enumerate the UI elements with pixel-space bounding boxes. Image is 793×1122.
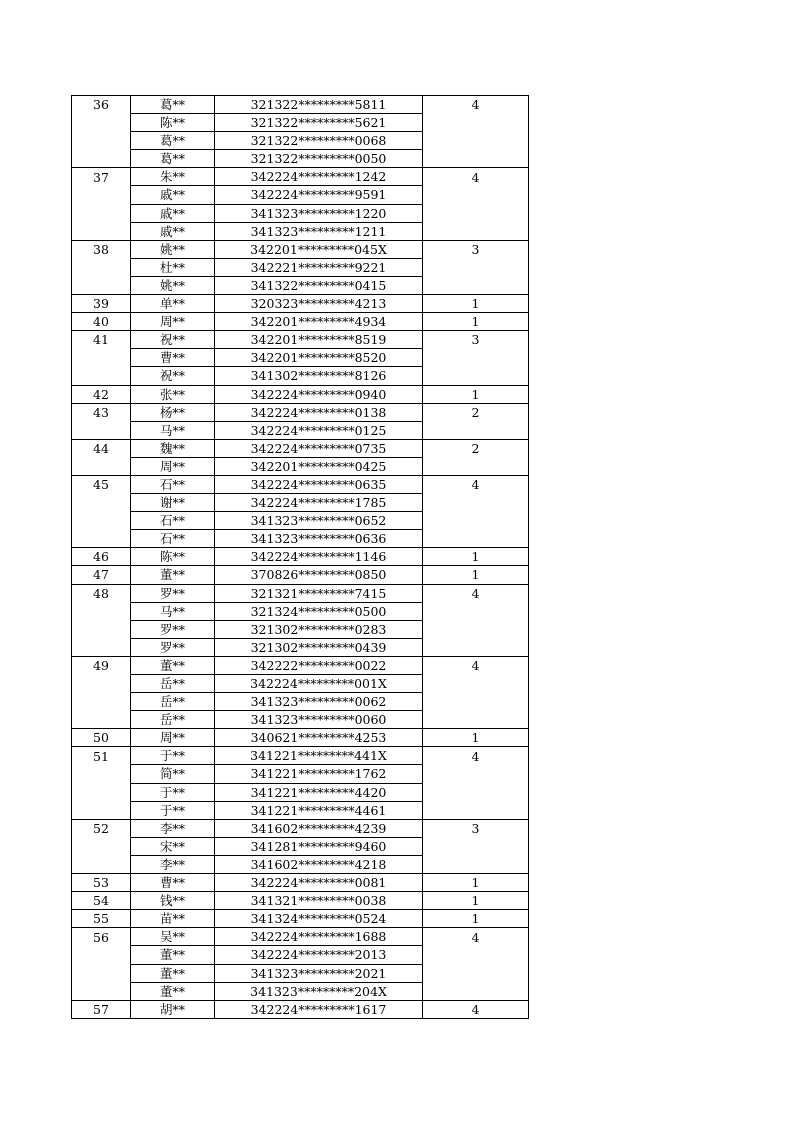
count-cell	[423, 512, 529, 530]
table-row	[72, 783, 529, 801]
table-row	[72, 892, 529, 910]
id-number-cell: 342224*********0735	[215, 439, 423, 457]
count-cell: 4	[423, 656, 529, 674]
count-cell: 2	[423, 403, 529, 421]
table-row	[72, 982, 529, 1000]
id-number-cell: 341221*********4420	[215, 783, 423, 801]
name-cell: 岳**	[131, 675, 215, 693]
name-cell: 钱**	[131, 892, 215, 910]
name-cell: 苗**	[131, 910, 215, 928]
name-cell: 罗**	[131, 620, 215, 638]
name-cell: 葛**	[131, 150, 215, 168]
row-number-cell: 37	[72, 168, 131, 186]
id-number-cell: 342224*********1146	[215, 548, 423, 566]
id-number-cell: 342224*********9591	[215, 186, 423, 204]
row-number-cell	[72, 693, 131, 711]
name-cell: 岳**	[131, 693, 215, 711]
row-number-cell	[72, 258, 131, 276]
name-cell: 石**	[131, 512, 215, 530]
id-number-cell: 341281*********9460	[215, 837, 423, 855]
row-number-cell: 51	[72, 747, 131, 765]
id-number-cell: 342224*********1617	[215, 1000, 423, 1018]
table-row	[72, 457, 529, 475]
id-number-cell: 341323*********2021	[215, 964, 423, 982]
table-row	[72, 801, 529, 819]
row-number-cell	[72, 457, 131, 475]
table-row	[72, 204, 529, 222]
count-cell: 1	[423, 910, 529, 928]
row-number-cell	[72, 837, 131, 855]
count-cell	[423, 638, 529, 656]
row-number-cell: 54	[72, 892, 131, 910]
name-cell: 石**	[131, 530, 215, 548]
row-number-cell: 43	[72, 403, 131, 421]
table-row	[72, 276, 529, 294]
table-row	[72, 964, 529, 982]
table-row	[72, 367, 529, 385]
table-row	[72, 475, 529, 493]
name-cell: 胡**	[131, 1000, 215, 1018]
name-cell: 曹**	[131, 874, 215, 892]
id-number-cell: 321302*********0283	[215, 620, 423, 638]
id-number-cell: 342221*********9221	[215, 258, 423, 276]
table-row	[72, 96, 529, 114]
name-cell: 董**	[131, 982, 215, 1000]
id-number-cell: 321322*********5621	[215, 114, 423, 132]
count-cell: 4	[423, 1000, 529, 1018]
row-number-cell	[72, 964, 131, 982]
row-number-cell: 45	[72, 475, 131, 493]
name-cell: 马**	[131, 421, 215, 439]
row-number-cell	[72, 801, 131, 819]
table-row	[72, 602, 529, 620]
table-row	[72, 168, 529, 186]
count-cell	[423, 711, 529, 729]
count-cell	[423, 222, 529, 240]
table-row	[72, 765, 529, 783]
name-cell: 石**	[131, 475, 215, 493]
name-cell: 谢**	[131, 494, 215, 512]
table-row	[72, 855, 529, 873]
count-cell	[423, 367, 529, 385]
table-row	[72, 675, 529, 693]
row-number-cell: 52	[72, 819, 131, 837]
id-number-cell: 341323*********0062	[215, 693, 423, 711]
id-number-cell: 342201*********4934	[215, 313, 423, 331]
id-number-cell: 321302*********0439	[215, 638, 423, 656]
count-cell: 4	[423, 928, 529, 946]
row-number-cell	[72, 638, 131, 656]
name-cell: 杨**	[131, 403, 215, 421]
table-row	[72, 656, 529, 674]
row-number-cell	[72, 602, 131, 620]
count-cell	[423, 530, 529, 548]
name-cell: 李**	[131, 855, 215, 873]
id-number-cell: 342201*********8519	[215, 331, 423, 349]
id-number-cell: 341602*********4239	[215, 819, 423, 837]
id-number-cell: 342201*********0425	[215, 457, 423, 475]
table-row	[72, 729, 529, 747]
table-row	[72, 946, 529, 964]
id-number-cell: 341322*********0415	[215, 276, 423, 294]
row-number-cell	[72, 711, 131, 729]
name-cell: 戚**	[131, 186, 215, 204]
id-number-cell: 321321*********7415	[215, 584, 423, 602]
name-cell: 单**	[131, 295, 215, 313]
row-number-cell	[72, 132, 131, 150]
count-cell: 1	[423, 313, 529, 331]
table-row	[72, 439, 529, 457]
id-number-cell: 341323*********0636	[215, 530, 423, 548]
count-cell	[423, 964, 529, 982]
id-number-cell: 342224*********1785	[215, 494, 423, 512]
count-cell: 4	[423, 475, 529, 493]
name-cell: 杜**	[131, 258, 215, 276]
count-cell	[423, 204, 529, 222]
row-number-cell	[72, 620, 131, 638]
table-row	[72, 494, 529, 512]
name-cell: 马**	[131, 602, 215, 620]
name-cell: 葛**	[131, 132, 215, 150]
table-row	[72, 295, 529, 313]
count-cell	[423, 602, 529, 620]
table-row	[72, 186, 529, 204]
table-row	[72, 313, 529, 331]
name-cell: 朱**	[131, 168, 215, 186]
count-cell	[423, 675, 529, 693]
id-number-cell: 321322*********5811	[215, 96, 423, 114]
table-row	[72, 258, 529, 276]
row-number-cell	[72, 114, 131, 132]
id-number-cell: 341321*********0038	[215, 892, 423, 910]
row-number-cell: 50	[72, 729, 131, 747]
id-number-cell: 341602*********4218	[215, 855, 423, 873]
count-cell	[423, 494, 529, 512]
table-row	[72, 222, 529, 240]
id-number-cell: 341323*********0060	[215, 711, 423, 729]
table-row	[72, 331, 529, 349]
name-cell: 张**	[131, 385, 215, 403]
id-number-cell: 341323*********0652	[215, 512, 423, 530]
id-number-cell: 341323*********1211	[215, 222, 423, 240]
count-cell	[423, 276, 529, 294]
id-number-cell: 341302*********8126	[215, 367, 423, 385]
count-cell	[423, 150, 529, 168]
count-cell	[423, 132, 529, 150]
name-cell: 戚**	[131, 222, 215, 240]
name-cell: 岳**	[131, 711, 215, 729]
row-number-cell: 55	[72, 910, 131, 928]
table-row	[72, 928, 529, 946]
table-row	[72, 548, 529, 566]
row-number-cell: 41	[72, 331, 131, 349]
count-cell	[423, 620, 529, 638]
name-cell: 祝**	[131, 331, 215, 349]
id-number-cell: 321322*********0068	[215, 132, 423, 150]
row-number-cell	[72, 421, 131, 439]
id-number-cell: 342224*********0125	[215, 421, 423, 439]
row-number-cell: 47	[72, 566, 131, 584]
count-cell: 3	[423, 240, 529, 258]
row-number-cell	[72, 855, 131, 873]
id-number-cell: 320323*********4213	[215, 295, 423, 313]
count-cell: 4	[423, 747, 529, 765]
row-number-cell	[72, 349, 131, 367]
table-row	[72, 114, 529, 132]
row-number-cell: 38	[72, 240, 131, 258]
count-cell	[423, 258, 529, 276]
count-cell: 1	[423, 385, 529, 403]
name-cell: 董**	[131, 566, 215, 584]
row-number-cell	[72, 982, 131, 1000]
table-row	[72, 132, 529, 150]
row-number-cell	[72, 765, 131, 783]
table-row	[72, 150, 529, 168]
row-number-cell: 53	[72, 874, 131, 892]
id-number-cell: 342224*********0635	[215, 475, 423, 493]
table-body	[72, 96, 529, 1019]
table-row	[72, 385, 529, 403]
count-cell: 1	[423, 892, 529, 910]
table-row	[72, 747, 529, 765]
row-number-cell: 49	[72, 656, 131, 674]
count-cell	[423, 693, 529, 711]
count-cell: 1	[423, 548, 529, 566]
count-cell: 1	[423, 874, 529, 892]
row-number-cell	[72, 276, 131, 294]
id-number-cell: 342224*********2013	[215, 946, 423, 964]
table-row	[72, 349, 529, 367]
row-number-cell	[72, 530, 131, 548]
row-number-cell	[72, 494, 131, 512]
count-cell: 4	[423, 584, 529, 602]
name-cell: 魏**	[131, 439, 215, 457]
count-cell	[423, 114, 529, 132]
table-row	[72, 693, 529, 711]
table-row	[72, 512, 529, 530]
id-number-cell: 342224*********1688	[215, 928, 423, 946]
name-cell: 祝**	[131, 367, 215, 385]
row-number-cell	[72, 204, 131, 222]
count-cell	[423, 801, 529, 819]
table-row	[72, 620, 529, 638]
count-cell	[423, 421, 529, 439]
table-row	[72, 874, 529, 892]
id-number-cell: 341221*********1762	[215, 765, 423, 783]
name-cell: 戚**	[131, 204, 215, 222]
count-cell	[423, 946, 529, 964]
row-number-cell: 46	[72, 548, 131, 566]
count-cell: 1	[423, 566, 529, 584]
row-number-cell	[72, 186, 131, 204]
table-row	[72, 910, 529, 928]
id-number-cell: 341324*********0524	[215, 910, 423, 928]
row-number-cell: 57	[72, 1000, 131, 1018]
name-cell: 董**	[131, 656, 215, 674]
count-cell	[423, 457, 529, 475]
table-row	[72, 530, 529, 548]
table-row	[72, 403, 529, 421]
name-cell: 简**	[131, 765, 215, 783]
name-cell: 宋**	[131, 837, 215, 855]
id-number-cell: 321322*********0050	[215, 150, 423, 168]
table-row	[72, 240, 529, 258]
id-number-cell: 342201*********8520	[215, 349, 423, 367]
id-number-cell: 341323*********1220	[215, 204, 423, 222]
name-cell: 曹**	[131, 349, 215, 367]
table-row	[72, 837, 529, 855]
id-number-cell: 321324*********0500	[215, 602, 423, 620]
table-row	[72, 819, 529, 837]
name-cell: 周**	[131, 457, 215, 475]
row-number-cell	[72, 675, 131, 693]
row-number-cell: 36	[72, 96, 131, 114]
count-cell	[423, 349, 529, 367]
table-row	[72, 566, 529, 584]
table-row	[72, 584, 529, 602]
row-number-cell: 42	[72, 385, 131, 403]
id-number-cell: 370826*********0850	[215, 566, 423, 584]
row-number-cell	[72, 367, 131, 385]
count-cell: 1	[423, 295, 529, 313]
name-cell: 姚**	[131, 276, 215, 294]
table-row	[72, 638, 529, 656]
table-row	[72, 1000, 529, 1018]
name-cell: 姚**	[131, 240, 215, 258]
row-number-cell	[72, 150, 131, 168]
name-cell: 罗**	[131, 638, 215, 656]
id-number-cell: 340621*********4253	[215, 729, 423, 747]
name-cell: 罗**	[131, 584, 215, 602]
id-number-cell: 341221*********441X	[215, 747, 423, 765]
row-number-cell	[72, 222, 131, 240]
name-cell: 于**	[131, 747, 215, 765]
name-cell: 陈**	[131, 114, 215, 132]
name-cell: 吴**	[131, 928, 215, 946]
count-cell	[423, 765, 529, 783]
id-number-cell: 341323*********204X	[215, 982, 423, 1000]
name-cell: 李**	[131, 819, 215, 837]
count-cell: 4	[423, 96, 529, 114]
row-number-cell: 40	[72, 313, 131, 331]
name-cell: 周**	[131, 729, 215, 747]
row-number-cell: 39	[72, 295, 131, 313]
row-number-cell	[72, 946, 131, 964]
table-row	[72, 711, 529, 729]
id-number-cell: 342224*********0940	[215, 385, 423, 403]
count-cell	[423, 837, 529, 855]
id-number-cell: 342224*********0138	[215, 403, 423, 421]
id-number-cell: 341221*********4461	[215, 801, 423, 819]
count-cell: 3	[423, 331, 529, 349]
row-number-cell	[72, 783, 131, 801]
name-cell: 周**	[131, 313, 215, 331]
row-number-cell	[72, 512, 131, 530]
id-number-cell: 342224*********1242	[215, 168, 423, 186]
id-number-cell: 342201*********045X	[215, 240, 423, 258]
name-cell: 董**	[131, 946, 215, 964]
id-number-cell: 342224*********001X	[215, 675, 423, 693]
id-number-cell: 342224*********0081	[215, 874, 423, 892]
name-cell: 于**	[131, 783, 215, 801]
name-cell: 董**	[131, 964, 215, 982]
count-cell	[423, 186, 529, 204]
name-cell: 于**	[131, 801, 215, 819]
row-number-cell: 56	[72, 928, 131, 946]
name-cell: 陈**	[131, 548, 215, 566]
count-cell	[423, 783, 529, 801]
applicant-table	[71, 95, 529, 1019]
count-cell: 4	[423, 168, 529, 186]
count-cell	[423, 855, 529, 873]
count-cell: 1	[423, 729, 529, 747]
table-row	[72, 421, 529, 439]
count-cell: 3	[423, 819, 529, 837]
count-cell	[423, 982, 529, 1000]
row-number-cell: 48	[72, 584, 131, 602]
name-cell: 葛**	[131, 96, 215, 114]
id-number-cell: 342222*********0022	[215, 656, 423, 674]
count-cell: 2	[423, 439, 529, 457]
row-number-cell: 44	[72, 439, 131, 457]
